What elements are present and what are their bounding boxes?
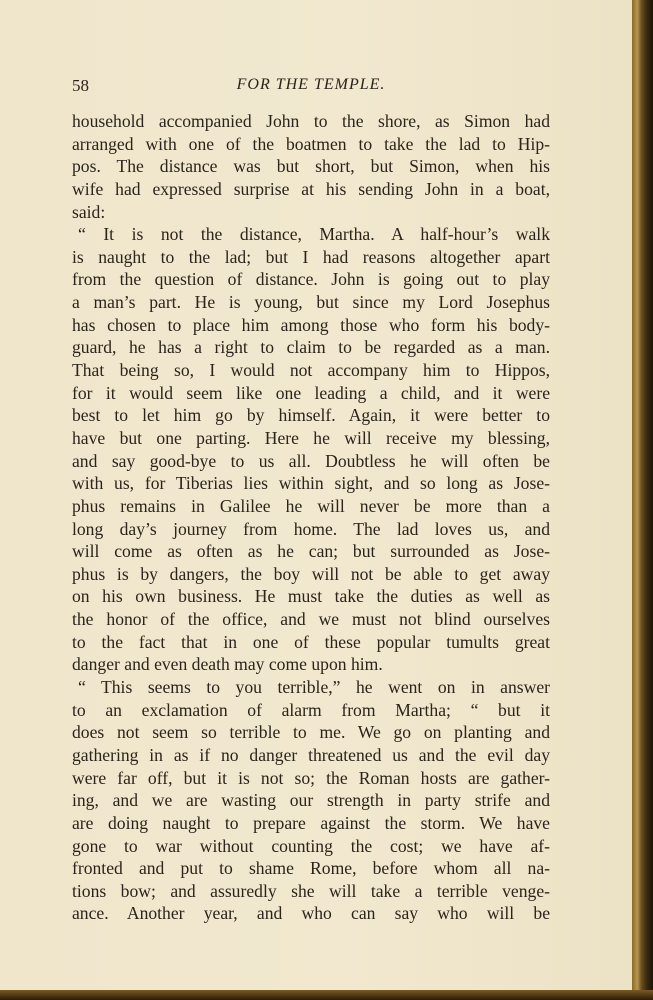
text-line: ance. Another year, and who can say who will be	[72, 903, 550, 924]
text-line: phus remains in Galilee he will never be more than a	[72, 495, 550, 516]
text-line: household accompanied John to the shore, as Simon had	[72, 111, 550, 131]
text-line: to the fact that in one of these popular tumults great	[72, 631, 550, 652]
text-line: long day’s journey from home. The lad loves us, and	[72, 518, 550, 539]
text-line: to an exclamation of alarm from Martha; “ but it	[72, 699, 550, 720]
text-line: on his own business. He must take the duties as well as	[72, 586, 550, 607]
text-line: does not seem so terrible to me. We go on planting and	[72, 722, 550, 743]
page-number: 58	[72, 76, 89, 95]
text-line: from the question of distance. John is going out to play	[72, 269, 550, 290]
text-line: have but one parting. Here he will receive my blessing,	[72, 427, 550, 448]
text-line: ing, and we are wasting our strength in party strife and	[72, 790, 550, 811]
text-line: for it would seem like one leading a child, and it were	[72, 382, 550, 403]
text-line: has chosen to place him among those who form his body-	[72, 314, 550, 335]
text-line: with us, for Tiberias lies within sight, and so long as Jose-	[72, 473, 550, 494]
text-line: best to let him go by himself. Again, it were better to	[72, 405, 550, 426]
book-edge	[632, 0, 653, 1000]
text-line: phus is by dangers, the boy will not be able to get away	[72, 563, 550, 584]
text-line: wife had expressed surprise at his sending John in a boat,	[72, 178, 550, 199]
text-line: were far off, but it is not so; the Roman hosts are gather-	[72, 767, 550, 788]
text-line: guard, he has a right to claim to be regarded as a man.	[72, 337, 550, 358]
text-line: That being so, I would not accompany him to Hippos,	[72, 360, 550, 381]
text-line: are doing naught to prepare against the storm. We have	[72, 812, 550, 833]
running-title: FOR THE TEMPLE.	[236, 76, 386, 93]
text-line: will come as often as he can; but surrounded as Jose-	[72, 541, 550, 562]
text-line: “ This seems to you terrible,” he went on in answer	[78, 677, 550, 698]
bottom-edge	[0, 990, 653, 1000]
text-line: is naught to the lad; but I had reasons altogether apart	[72, 246, 550, 267]
page-header	[72, 76, 550, 98]
text-line: gathering in as if no danger threatened us and the evil day	[72, 744, 550, 765]
text-line: said:	[72, 201, 106, 222]
text-line: arranged with one of the boatmen to take the lad to Hip-	[72, 133, 550, 154]
text-line: danger and even death may come upon him.	[72, 654, 383, 675]
text-line: tions bow; and assuredly she will take a terrible venge-	[72, 880, 550, 901]
text-line: pos. The distance was but short, but Simon, when his	[72, 156, 550, 177]
body-text	[72, 110, 550, 925]
text-line: and say good-bye to us all. Doubtless he will often be	[72, 450, 550, 471]
text-line: the honor of the office, and we must not blind ourselves	[72, 609, 550, 630]
text-line: gone to war without counting the cost; we have af-	[72, 835, 550, 856]
text-line: fronted and put to shame Rome, before whom all na-	[72, 858, 550, 879]
text-line: “ It is not the distance, Martha. A half-hour’s walk	[78, 224, 550, 245]
text-line: a man’s part. He is young, but since my Lord Josephus	[72, 292, 550, 313]
